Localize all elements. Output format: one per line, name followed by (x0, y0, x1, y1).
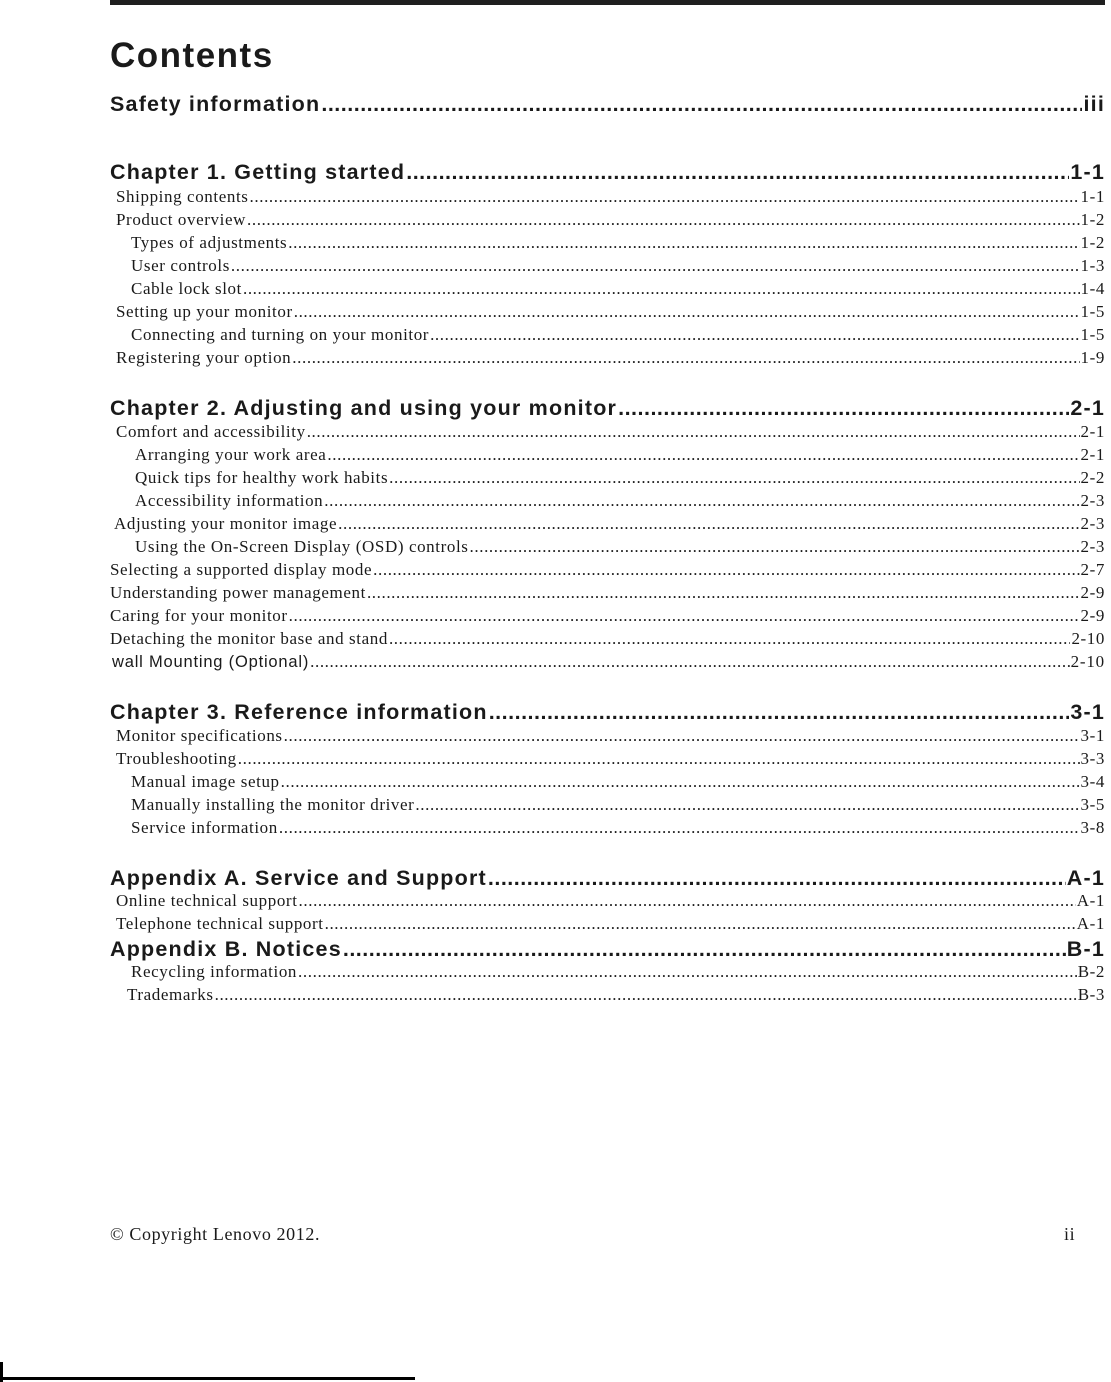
toc-entry-label: Cable lock slot (131, 279, 242, 298)
toc-entry-label: Setting up your monitor (116, 302, 293, 321)
toc-entry-label: Safety information (110, 92, 321, 116)
toc-entry-using-osd-controls[interactable] (135, 537, 1105, 557)
toc-page-number: 1-5 (1080, 302, 1105, 321)
toc-page-number: iii (1083, 92, 1105, 116)
toc-entry-registering-your-option[interactable] (116, 348, 1105, 368)
toc-heading-label: Appendix B. Notices (110, 937, 342, 961)
dot-leader (389, 468, 1079, 488)
toc-entry-safety-information[interactable] (110, 92, 1105, 120)
toc-entry-connecting-and-turning-on[interactable] (131, 325, 1105, 345)
dot-leader (430, 325, 1079, 345)
toc-entry-label: Connecting and turning on your monitor (131, 325, 430, 344)
toc-entry-label: Caring for your monitor (110, 606, 288, 625)
toc-entry-online-technical-support[interactable] (116, 891, 1105, 911)
toc-entry-power-management[interactable] (110, 583, 1105, 603)
toc-page-number: 2-3 (1080, 491, 1105, 510)
toc-entry-service-information[interactable] (131, 818, 1105, 838)
toc-entry-label: Selecting a supported display mode (110, 560, 373, 579)
dot-leader (281, 772, 1080, 792)
toc-heading-label: Chapter 3. Reference information (110, 700, 488, 724)
dot-leader (343, 937, 1066, 962)
toc-entry-label: Arranging your work area (135, 445, 327, 464)
toc-entry-label: Types of adjustments (131, 233, 288, 252)
toc-entry-label: Understanding power management (110, 583, 366, 602)
toc-entry-label: Monitor specifications (116, 726, 283, 745)
toc-entry-troubleshooting[interactable] (116, 749, 1105, 769)
dot-leader (247, 210, 1080, 230)
dot-leader (289, 606, 1080, 626)
copyright-notice: © Copyright Lenovo 2012. (110, 1224, 321, 1244)
toc-page-number: 1-1 (1070, 160, 1105, 184)
toc-page-number: 3-1 (1080, 726, 1105, 745)
toc-entry-arranging-your-work-area[interactable] (135, 445, 1105, 465)
dot-leader (231, 256, 1080, 276)
dot-leader (215, 985, 1077, 1005)
toc-entry-label: Product overview (116, 210, 246, 229)
toc-page-number: 1-5 (1080, 325, 1105, 344)
toc-entry-accessibility-information[interactable] (135, 491, 1105, 511)
toc-page-number: 2-2 (1080, 468, 1105, 487)
toc-page-number: 2-10 (1070, 652, 1105, 671)
toc-page-number: 2-3 (1080, 514, 1105, 533)
dot-leader (488, 866, 1066, 891)
toc-page-number: 2-10 (1071, 629, 1105, 648)
toc-entry-label: User controls (131, 256, 230, 275)
toc-entry-quick-tips[interactable] (135, 468, 1105, 488)
toc-entry-installing-monitor-driver[interactable] (131, 795, 1105, 815)
dot-leader (284, 726, 1080, 746)
toc-page-number: 2-3 (1080, 537, 1105, 556)
dot-leader (325, 914, 1076, 934)
dot-leader (618, 396, 1069, 421)
toc-page-number: 3-4 (1080, 772, 1105, 791)
toc-page-number: 2-1 (1080, 445, 1105, 464)
toc-entry-comfort-and-accessibility[interactable] (116, 422, 1105, 442)
toc-heading-chapter-1[interactable] (110, 160, 1105, 188)
toc-entry-label: Registering your option (116, 348, 292, 367)
toc-entry-label: Manual image setup (131, 772, 280, 791)
toc-entry-selecting-display-mode[interactable] (110, 560, 1105, 580)
toc-page-number: 1-4 (1080, 279, 1105, 298)
toc-page-number: A-1 (1066, 866, 1105, 890)
dot-leader (299, 891, 1076, 911)
dot-leader (327, 445, 1079, 465)
dot-leader (470, 537, 1080, 557)
dot-leader (292, 348, 1079, 368)
toc-entry-manual-image-setup[interactable] (131, 772, 1105, 792)
toc-heading-label: Chapter 2. Adjusting and using your monitor (110, 396, 618, 420)
dot-leader (373, 560, 1079, 580)
dot-leader (307, 422, 1080, 442)
dot-leader (250, 187, 1080, 207)
toc-entry-label: Shipping contents (116, 187, 249, 206)
top-rule (110, 0, 1105, 5)
toc-entry-types-of-adjustments[interactable] (131, 233, 1105, 253)
toc-page-number: 3-3 (1080, 749, 1105, 768)
page-title: Contents (110, 36, 274, 75)
toc-entry-label: Online technical support (116, 891, 298, 910)
dot-leader (238, 749, 1080, 769)
toc-page-number: 3-8 (1080, 818, 1105, 837)
toc-entry-setting-up-your-monitor[interactable] (116, 302, 1105, 322)
crop-mark-horizontal (0, 1377, 415, 1380)
toc-entry-label: Detaching the monitor base and stand (110, 629, 388, 648)
dot-leader (367, 583, 1080, 603)
toc-entry-label: Using the On-Screen Display (OSD) controls (135, 537, 469, 556)
toc-entry-caring-for-your-monitor[interactable] (110, 606, 1105, 626)
toc-page-number: A-1 (1076, 914, 1105, 933)
toc-entry-label: Accessibility information (135, 491, 324, 510)
dot-leader (324, 491, 1079, 511)
toc-heading-chapter-3[interactable] (110, 700, 1105, 728)
dot-leader (279, 818, 1080, 838)
dot-leader (294, 302, 1080, 322)
toc-page-number: B-2 (1077, 962, 1105, 981)
toc-entry-adjusting-your-monitor-image[interactable] (114, 514, 1105, 534)
toc-entry-product-overview[interactable] (116, 210, 1105, 230)
toc-entry-label: Quick tips for healthy work habits (135, 468, 389, 487)
dot-leader (389, 629, 1070, 649)
toc-entry-trademarks[interactable] (127, 985, 1105, 1005)
toc-heading-label: Appendix A. Service and Support (110, 866, 487, 890)
toc-entry-label: Manually installing the monitor driver (131, 795, 415, 814)
toc-page-number: 2-1 (1080, 422, 1105, 441)
toc-page-number: B-1 (1066, 937, 1105, 961)
dot-leader (406, 160, 1069, 185)
dot-leader (321, 92, 1082, 117)
toc-heading-chapter-2[interactable] (110, 396, 1105, 424)
toc-page-number: 3-5 (1080, 795, 1105, 814)
toc-page-number: 2-1 (1070, 396, 1105, 420)
toc-page-number: 1-2 (1080, 233, 1105, 252)
dot-leader (415, 795, 1079, 815)
toc-entry-label: Troubleshooting (116, 749, 237, 768)
dot-leader (338, 514, 1079, 534)
toc-page-number: 1-9 (1080, 348, 1105, 367)
toc-entry-shipping-contents[interactable] (116, 187, 1105, 207)
toc-page-number: 3-1 (1070, 700, 1105, 724)
toc-entry-label: Service information (131, 818, 278, 837)
toc-entry-cable-lock-slot[interactable] (131, 279, 1105, 299)
toc-page-number: 2-9 (1080, 583, 1105, 602)
toc-entry-label: Adjusting your monitor image (114, 514, 338, 533)
footer-page-number: ii (1064, 1224, 1076, 1244)
dot-leader (298, 962, 1077, 982)
toc-heading-appendix-b[interactable] (110, 937, 1105, 965)
toc-entry-label: wall Mounting (Optional) (112, 653, 310, 671)
toc-page-number: B-3 (1077, 985, 1105, 1004)
dot-leader (310, 652, 1070, 672)
toc-entry-detaching-base-and-stand[interactable] (110, 629, 1105, 649)
toc-entry-wall-mounting[interactable] (112, 652, 1105, 672)
toc-page-number: 1-1 (1080, 187, 1105, 206)
toc-heading-appendix-a[interactable] (110, 866, 1105, 894)
toc-entry-label: Recycling information (131, 962, 298, 981)
toc-page-number: 1-2 (1080, 210, 1105, 229)
dot-leader (489, 700, 1070, 725)
toc-page-number: 1-3 (1080, 256, 1105, 275)
toc-entry-label: Trademarks (127, 985, 214, 1004)
toc-entry-label: Telephone technical support (116, 914, 324, 933)
toc-heading-label: Chapter 1. Getting started (110, 160, 406, 184)
toc-page-number: A-1 (1076, 891, 1105, 910)
toc-entry-monitor-specifications[interactable] (116, 726, 1105, 746)
toc-entry-user-controls[interactable] (131, 256, 1105, 276)
toc-page-number: 2-7 (1080, 560, 1105, 579)
dot-leader (288, 233, 1079, 253)
toc-entry-recycling-information[interactable] (131, 962, 1105, 982)
toc-entry-label: Comfort and accessibility (116, 422, 306, 441)
dot-leader (243, 279, 1080, 299)
toc-page-number: 2-9 (1080, 606, 1105, 625)
toc-entry-telephone-technical-support[interactable] (116, 914, 1105, 934)
